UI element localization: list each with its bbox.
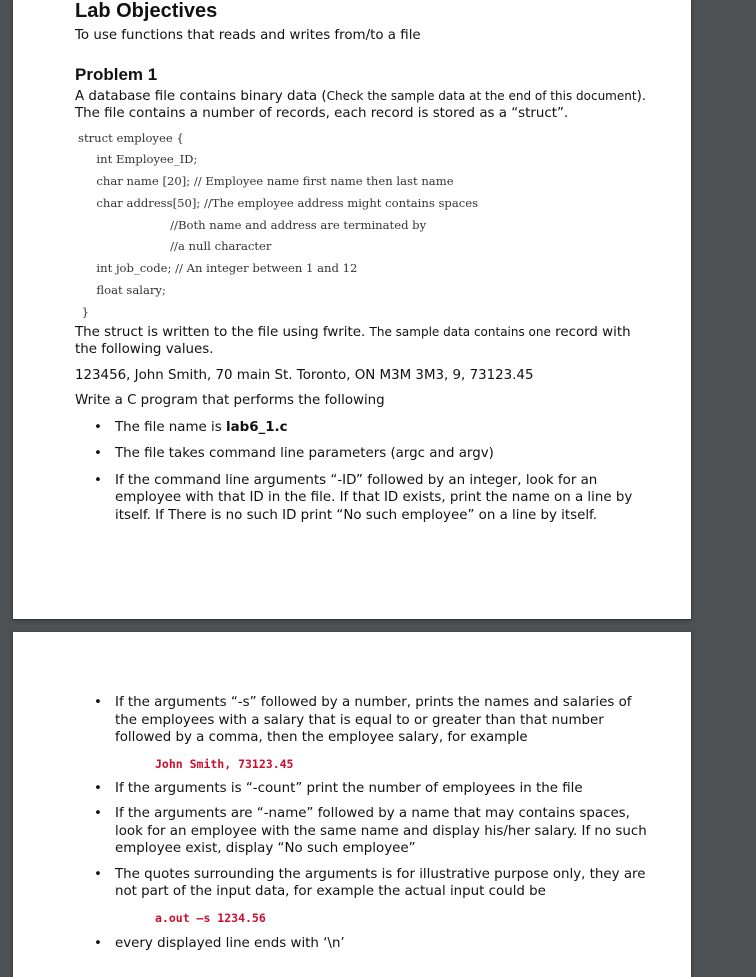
- struct-description: The struct is written to the file using fwrite. The sample data contains one record with the following values.: [75, 324, 631, 358]
- list-item: • The file takes command line parameters (argc and argv): [75, 445, 651, 463]
- code-line: int job_code; // An integer between 1 and 12: [78, 261, 358, 276]
- code-line: //a null character: [78, 239, 272, 254]
- document-page-2: [13, 632, 691, 977]
- struct-code-block: [78, 128, 651, 324]
- lab-objectives-heading: Lab Objectives: [75, 0, 218, 22]
- list-item: • If the arguments is “-count” print the number of employees in the file: [75, 780, 651, 798]
- list-item: • The quotes surrounding the arguments is for illustrative purpose only, they are not part of the input data, for example the actual input could be: [75, 866, 651, 901]
- code-line: float salary;: [78, 283, 166, 298]
- example-output-code: John Smith, 73123.45: [155, 756, 294, 771]
- code-line: }: [78, 304, 90, 319]
- write-program-text: Write a C program that performs the following: [75, 393, 385, 409]
- list-item: • every displayed line ends with ‘\n’: [75, 935, 651, 953]
- requirements-list-continued: [75, 694, 651, 747]
- requirements-list-continued-2: [75, 780, 651, 901]
- code-line: int Employee_ID;: [78, 152, 198, 167]
- list-item: • If the command line arguments “-ID” followed by an integer, look for an employee with that ID in the file. If that ID exists, print the name on a line by itself. If There is no such ID print “No such employee” on a line by itself.: [75, 472, 651, 525]
- document-page-1: [13, 0, 691, 619]
- requirements-list-continued-3: [75, 935, 651, 953]
- list-item: • If the arguments “-s” followed by a number, prints the names and salaries of the employees with a salary that is equal to or greater than that number followed by a comma, then the employee salary, for example: [75, 694, 651, 747]
- list-item: • The file name is lab6_1.c: [75, 419, 651, 437]
- example-input-code: a.out –s 1234.56: [155, 910, 266, 925]
- code-line: char address[50]; //The employee address might contains spaces: [78, 195, 479, 210]
- code-line: //Both name and address are terminated by: [78, 217, 427, 232]
- objectives-text: To use functions that reads and writes from/to a file: [75, 28, 421, 43]
- code-line: struct employee {: [78, 130, 184, 145]
- list-item: • If the arguments are “-name” followed by a name that may contains spaces, look for an employee with the same name and display his/her salary. If no such employee exist, display “No such employee”: [75, 805, 651, 858]
- requirements-list: [75, 419, 651, 525]
- intro-paragraph: A database file contains binary data (Check the sample data at the end of this document). The file contains a number of records, each record is stored as a “struct”.: [75, 88, 647, 121]
- record-values: 123456, John Smith, 70 main St. Toronto, ON M3M 3M3, 9, 73123.45: [75, 367, 534, 383]
- code-line: char name [20]; // Employee name first name then last name: [78, 174, 454, 189]
- problem-1-heading: Problem 1: [75, 64, 158, 84]
